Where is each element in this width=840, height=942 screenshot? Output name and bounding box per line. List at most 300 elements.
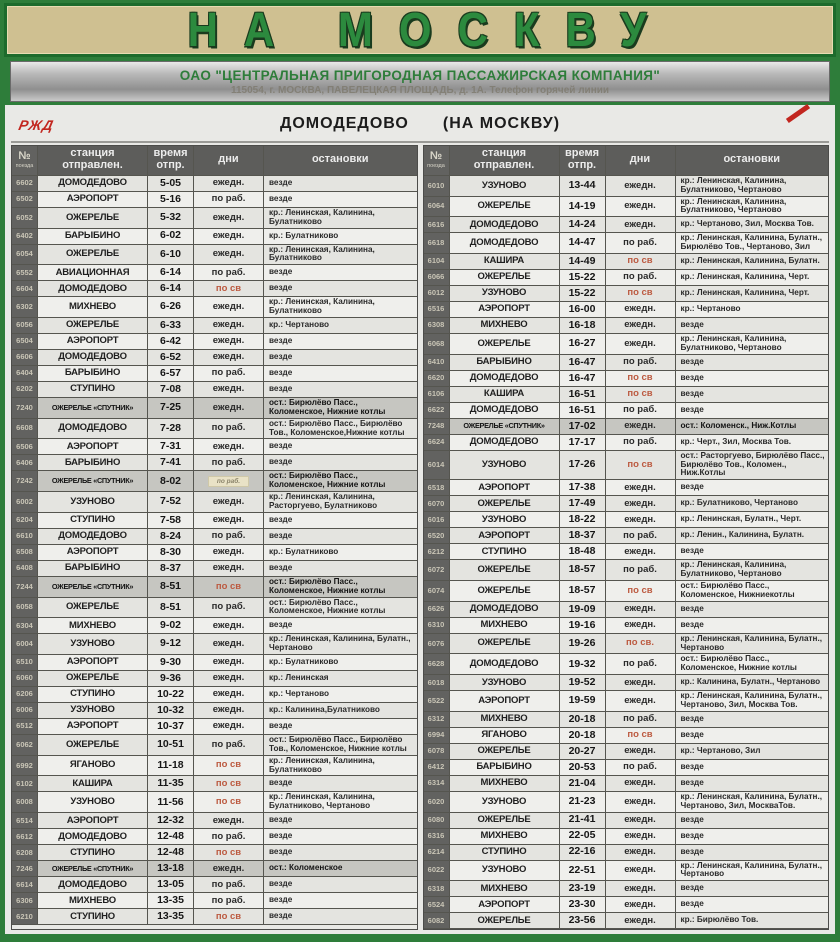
train-number: 6002 bbox=[12, 492, 38, 512]
running-days: ежедн. bbox=[606, 334, 676, 354]
departure-time: 11-18 bbox=[148, 756, 194, 776]
train-number: 6010 bbox=[424, 176, 450, 196]
departure-station: СТУПИНО bbox=[450, 845, 560, 860]
departure-station: БАРЫБИНО bbox=[450, 355, 560, 370]
train-number: 6060 bbox=[12, 671, 38, 686]
departure-time: 20-18 bbox=[560, 728, 606, 743]
departure-time: 18-37 bbox=[560, 528, 606, 543]
departure-station: ОЖЕРЕЛЬЕ «СПУТНИК» bbox=[450, 419, 560, 434]
table-row bbox=[424, 618, 829, 634]
running-days: по раб. bbox=[606, 528, 676, 543]
running-days: по св bbox=[194, 776, 264, 791]
stops: везде bbox=[680, 603, 704, 613]
departure-time: 9-30 bbox=[148, 655, 194, 670]
departure-time: 21-04 bbox=[560, 776, 606, 791]
departure-time: 7-52 bbox=[148, 492, 194, 512]
stops: везде bbox=[680, 713, 704, 723]
table-row bbox=[424, 197, 829, 218]
train-number: 6502 bbox=[12, 192, 38, 207]
table-row bbox=[12, 545, 417, 561]
stops: везде bbox=[269, 441, 293, 451]
stops: везде bbox=[680, 814, 704, 824]
train-number: 6102 bbox=[12, 776, 38, 791]
stops: ост.: Бирюлёво Пасс., Коломенское, Нижние котлы bbox=[680, 654, 797, 673]
departure-station: МИХНЕВО bbox=[450, 829, 560, 844]
stops: кр.: Ленин., Калинина, Булатн. bbox=[680, 530, 805, 540]
departure-station: ДОМОДЕДОВО bbox=[38, 419, 148, 439]
table-row bbox=[12, 813, 417, 829]
departure-station: АЭРОПОРТ bbox=[38, 439, 148, 454]
stops: везде bbox=[269, 352, 293, 362]
departure-station: СТУПИНО bbox=[38, 382, 148, 397]
departure-time: 5-32 bbox=[148, 208, 194, 228]
stops: кр.: Ленинская, Калинина, Булатн., Чертаново bbox=[680, 633, 823, 652]
running-days: по св bbox=[194, 577, 264, 597]
train-number: 6524 bbox=[424, 897, 450, 912]
running-days: ежедн. bbox=[606, 897, 676, 912]
train-number: 6308 bbox=[424, 318, 450, 333]
departure-station: МИХНЕВО bbox=[450, 776, 560, 791]
departure-station: УЗУНОВО bbox=[450, 861, 560, 881]
departure-time: 20-18 bbox=[560, 712, 606, 727]
table-row bbox=[12, 776, 417, 792]
table-row bbox=[12, 439, 417, 455]
departure-time: 6-52 bbox=[148, 350, 194, 365]
stops: кр.: Ленинская, Калинина, Булатн. bbox=[680, 256, 820, 266]
stops: везде bbox=[680, 546, 704, 556]
running-days: по св bbox=[606, 728, 676, 743]
departure-station: ОЖЕРЕЛЬЕ bbox=[450, 270, 560, 285]
running-days: по св bbox=[194, 756, 264, 776]
stops: кр.: Ленинская, Калинина, Расторгуево, Булатниково bbox=[269, 492, 378, 510]
departure-station: СТУПИНО bbox=[450, 544, 560, 559]
departure-station: АЭРОПОРТ bbox=[38, 545, 148, 560]
running-days: ежедн. bbox=[194, 398, 264, 418]
departure-time: 9-02 bbox=[148, 618, 194, 633]
table-row bbox=[12, 671, 417, 687]
stops: кр.: Ленинская, Калинина, Булатниково bbox=[269, 297, 375, 316]
departure-time: 21-23 bbox=[560, 792, 606, 812]
table-row bbox=[424, 602, 829, 618]
direction-title: НА МОСКВУ bbox=[187, 2, 673, 57]
table-row bbox=[424, 528, 829, 544]
departure-station: КАШИРА bbox=[450, 254, 560, 269]
stops: ост.: Бирюлёво Пасс., Бирюлёво Тов., Коломенское, Нижние котлы bbox=[269, 734, 407, 753]
table-row bbox=[12, 350, 417, 366]
train-number: 6628 bbox=[424, 654, 450, 674]
running-days: по св bbox=[194, 281, 264, 296]
table-row bbox=[424, 480, 829, 496]
running-days: по раб. bbox=[194, 735, 264, 755]
timetable-sheet bbox=[5, 105, 835, 934]
train-number: 6624 bbox=[424, 435, 450, 450]
table-row bbox=[12, 634, 417, 655]
running-days: ежедн. bbox=[194, 245, 264, 265]
running-days: ежедн. bbox=[606, 512, 676, 527]
stops: кр.: Ленинская bbox=[269, 673, 329, 683]
running-days: ежедн. bbox=[194, 318, 264, 333]
running-days: ежедн. bbox=[606, 861, 676, 881]
departure-time: 18-57 bbox=[560, 581, 606, 601]
departure-station: БАРЫБИНО bbox=[38, 561, 148, 576]
running-days: по св bbox=[606, 387, 676, 402]
departure-time: 7-58 bbox=[148, 513, 194, 528]
departure-time: 6-42 bbox=[148, 334, 194, 349]
running-days: ежедн. bbox=[194, 492, 264, 512]
departure-station: УЗУНОВО bbox=[38, 792, 148, 812]
departure-station: ОЖЕРЕЛЬЕ «СПУТНИК» bbox=[38, 861, 148, 876]
departure-station: АЭРОПОРТ bbox=[450, 302, 560, 317]
departure-station: УЗУНОВО bbox=[450, 675, 560, 690]
table-row bbox=[424, 302, 829, 318]
stops: кр.: Ленинская, Калинина, Булатниково bbox=[269, 244, 375, 263]
header-stops: остановки bbox=[723, 153, 781, 166]
running-days: ежедн. bbox=[194, 671, 264, 686]
departure-station: ДОМОДЕДОВО bbox=[38, 829, 148, 844]
train-number: 6208 bbox=[12, 845, 38, 860]
table-row bbox=[12, 366, 417, 382]
table-row bbox=[424, 712, 829, 728]
train-number: 7246 bbox=[12, 861, 38, 876]
departure-time: 19-59 bbox=[560, 691, 606, 711]
table-row bbox=[12, 893, 417, 909]
running-days: ежедн. bbox=[194, 334, 264, 349]
running-days: по раб. bbox=[194, 598, 264, 618]
departure-time: 17-02 bbox=[560, 419, 606, 434]
stops: кр.: Ленинская, Калинина, Черт. bbox=[680, 288, 810, 298]
header-station: станция отправлен. bbox=[450, 146, 560, 175]
departure-station: УЗУНОВО bbox=[450, 286, 560, 301]
stops: везде bbox=[269, 831, 293, 841]
train-number: 6056 bbox=[12, 318, 38, 333]
train-number: 6204 bbox=[12, 513, 38, 528]
running-days: по раб. bbox=[606, 233, 676, 253]
stops: кр.: Ленинская, Калинина, Булатниково, Чертаново bbox=[269, 792, 375, 811]
train-number: 6316 bbox=[424, 829, 450, 844]
train-number: 6404 bbox=[12, 366, 38, 381]
table-row bbox=[12, 334, 417, 350]
departure-time: 8-37 bbox=[148, 561, 194, 576]
departure-station: ДОМОДЕДОВО bbox=[450, 233, 560, 253]
title-direction: (НА МОСКВУ) bbox=[442, 114, 561, 132]
table-row bbox=[12, 909, 417, 925]
train-number: 6612 bbox=[12, 829, 38, 844]
train-number: 6406 bbox=[12, 455, 38, 470]
departure-station: МИХНЕВО bbox=[38, 618, 148, 633]
stops: везде bbox=[680, 388, 704, 398]
departure-time: 23-56 bbox=[560, 913, 606, 928]
departure-time: 6-57 bbox=[148, 366, 194, 381]
running-days: ежедн. bbox=[606, 845, 676, 860]
table-row bbox=[424, 176, 829, 197]
running-days: ежедн. bbox=[606, 602, 676, 617]
departure-station: ОЖЕРЕЛЬЕ «СПУТНИК» bbox=[38, 577, 148, 597]
departure-time: 12-32 bbox=[148, 813, 194, 828]
running-days: ежедн. bbox=[606, 813, 676, 828]
departure-time: 6-14 bbox=[148, 265, 194, 280]
departure-station: СТУПИНО bbox=[38, 687, 148, 702]
departure-station: БАРЫБИНО bbox=[450, 760, 560, 775]
stops: везде bbox=[269, 778, 293, 788]
stops: кр.: Черт., Зил, Москва Тов. bbox=[680, 436, 792, 446]
table-row bbox=[12, 877, 417, 893]
departure-time: 5-05 bbox=[148, 176, 194, 191]
train-number: 6602 bbox=[12, 176, 38, 191]
train-number: 6070 bbox=[424, 496, 450, 511]
table-row bbox=[12, 845, 417, 861]
table-row bbox=[424, 496, 829, 512]
departure-station: МИХНЕВО bbox=[38, 297, 148, 317]
running-days: ежедн. bbox=[606, 176, 676, 196]
train-number: 6620 bbox=[424, 371, 450, 386]
running-days: по св bbox=[194, 792, 264, 812]
running-days: по св. bbox=[606, 634, 676, 654]
table-row bbox=[12, 703, 417, 719]
departure-station: АЭРОПОРТ bbox=[450, 528, 560, 543]
train-number: 6408 bbox=[12, 561, 38, 576]
running-days: ежедн. bbox=[194, 350, 264, 365]
table-row bbox=[424, 233, 829, 254]
departure-station: СТУПИНО bbox=[38, 845, 148, 860]
stops: везде bbox=[680, 356, 704, 366]
running-days: ежедн. bbox=[194, 813, 264, 828]
stops: кр.: Ленинская, Калинина, Булатн., Бирюлёво Тов., Чертаново, Зил bbox=[680, 233, 823, 252]
table-row bbox=[424, 286, 829, 302]
train-number: 6310 bbox=[424, 618, 450, 633]
departure-station: АЭРОПОРТ bbox=[38, 192, 148, 207]
running-days: ежедн. bbox=[606, 744, 676, 759]
stops: ост.: Бирюлёво Пасс., Коломенское, Нижние котлы bbox=[269, 471, 386, 490]
table-row bbox=[12, 265, 417, 281]
table-row bbox=[12, 455, 417, 471]
train-number: 6020 bbox=[424, 792, 450, 812]
train-number: 7240 bbox=[12, 398, 38, 418]
departure-time: 9-12 bbox=[148, 634, 194, 654]
stops: ост.: Бирюлёво Пасс., Коломенское, Нижние котлы bbox=[269, 397, 386, 416]
table-row bbox=[12, 513, 417, 529]
table-row bbox=[12, 297, 417, 318]
stops: везде bbox=[269, 721, 293, 731]
train-number: 6520 bbox=[424, 528, 450, 543]
table-row bbox=[12, 618, 417, 634]
departure-station: ДОМОДЕДОВО bbox=[450, 403, 560, 418]
table-row bbox=[424, 913, 829, 929]
departure-time: 19-32 bbox=[560, 654, 606, 674]
train-number: 6402 bbox=[12, 229, 38, 244]
departure-time: 18-22 bbox=[560, 512, 606, 527]
running-days: по раб. bbox=[194, 419, 264, 439]
stops: везде bbox=[269, 847, 293, 857]
tables-container bbox=[11, 145, 829, 930]
running-days: ежедн. bbox=[194, 618, 264, 633]
table-row bbox=[424, 355, 829, 371]
departure-station: УЗУНОВО bbox=[38, 703, 148, 718]
stops: ост.: Коломенское bbox=[269, 863, 343, 873]
train-number: 6508 bbox=[12, 545, 38, 560]
departure-station: УЗУНОВО bbox=[38, 634, 148, 654]
running-days: по раб. bbox=[606, 355, 676, 370]
table-row bbox=[12, 318, 417, 334]
sheet-header bbox=[11, 109, 829, 141]
departure-time: 10-51 bbox=[148, 735, 194, 755]
train-number: 6052 bbox=[12, 208, 38, 228]
departure-time: 6-10 bbox=[148, 245, 194, 265]
stops: везде bbox=[269, 815, 293, 825]
stops: везде bbox=[269, 895, 293, 905]
departure-station: МИХНЕВО bbox=[450, 881, 560, 896]
running-days: ежедн. bbox=[194, 208, 264, 228]
stops: везде bbox=[269, 267, 293, 277]
stops: везде bbox=[680, 883, 704, 893]
departure-time: 9-36 bbox=[148, 671, 194, 686]
running-days: по раб. bbox=[194, 455, 264, 470]
departure-station: СТУПИНО bbox=[38, 513, 148, 528]
stops: кр.: Ленинская, Булатн., Черт. bbox=[680, 514, 802, 524]
departure-station: УЗУНОВО bbox=[450, 792, 560, 812]
table-row bbox=[424, 270, 829, 286]
table-row bbox=[424, 334, 829, 355]
header-days: дни bbox=[194, 146, 264, 175]
stops: везде bbox=[680, 482, 704, 492]
train-number: 6206 bbox=[12, 687, 38, 702]
running-days: ежедн. bbox=[194, 439, 264, 454]
departure-time: 22-05 bbox=[560, 829, 606, 844]
running-days: ежедн. bbox=[606, 544, 676, 559]
stops: везде bbox=[269, 879, 293, 889]
running-days: ежедн. bbox=[194, 719, 264, 734]
running-days: ежедн. bbox=[194, 382, 264, 397]
train-number: 6518 bbox=[424, 480, 450, 495]
running-days: ежедн. bbox=[606, 480, 676, 495]
running-days: по раб. bbox=[194, 829, 264, 844]
stops: кр.: Чертаново bbox=[680, 304, 741, 314]
departure-time: 19-16 bbox=[560, 618, 606, 633]
running-days: по раб. bbox=[606, 560, 676, 580]
table-row bbox=[424, 403, 829, 419]
running-days: по раб. bbox=[194, 192, 264, 207]
bottom-green-strip bbox=[0, 934, 840, 942]
table-row bbox=[424, 897, 829, 913]
stops: кр.: Ленинская, Калинина, Булатниково, Чертаново bbox=[680, 175, 787, 194]
departure-station: СТУПИНО bbox=[38, 909, 148, 924]
departure-time: 20-53 bbox=[560, 760, 606, 775]
stops: кр.: Булатниково, Чертаново bbox=[680, 498, 798, 508]
departure-station: УЗУНОВО bbox=[450, 512, 560, 527]
stops: кр.: Чертаново, Зил bbox=[680, 745, 761, 755]
departure-time: 17-17 bbox=[560, 435, 606, 450]
header-time: время отпр. bbox=[148, 146, 194, 175]
departure-station: ОЖЕРЕЛЬЕ bbox=[38, 318, 148, 333]
departure-station: АЭРОПОРТ bbox=[450, 897, 560, 912]
departure-station: ОЖЕРЕЛЬЕ bbox=[450, 813, 560, 828]
departure-station: БАРЫБИНО bbox=[38, 229, 148, 244]
departure-time: 13-05 bbox=[148, 877, 194, 892]
departure-time: 8-24 bbox=[148, 529, 194, 544]
train-number: 6504 bbox=[12, 334, 38, 349]
train-number: 6082 bbox=[424, 913, 450, 928]
direction-banner bbox=[4, 3, 836, 57]
departure-station: АВИАЦИОННАЯ bbox=[38, 265, 148, 280]
table-row bbox=[424, 760, 829, 776]
train-number: 6410 bbox=[424, 355, 450, 370]
running-days: по св bbox=[194, 845, 264, 860]
departure-time: 19-52 bbox=[560, 675, 606, 690]
departure-time: 12-48 bbox=[148, 829, 194, 844]
departure-station: ОЖЕРЕЛЬЕ bbox=[450, 744, 560, 759]
departure-time: 12-48 bbox=[148, 845, 194, 860]
train-number: 6516 bbox=[424, 302, 450, 317]
stops: ост.: Бирюлёво Пасс., Бирюлёво Тов., Коломенское,Нижние котлы bbox=[269, 418, 405, 437]
train-number: 7248 bbox=[424, 419, 450, 434]
train-number: 6064 bbox=[424, 197, 450, 217]
train-number: 6068 bbox=[424, 334, 450, 354]
stops: везде bbox=[269, 457, 293, 467]
train-number: 6304 bbox=[12, 618, 38, 633]
departure-station: МИХНЕВО bbox=[38, 893, 148, 908]
departure-station: ОЖЕРЕЛЬЕ bbox=[450, 334, 560, 354]
stops: кр.: Булатниково bbox=[269, 657, 339, 667]
departure-time: 10-32 bbox=[148, 703, 194, 718]
train-number: 6622 bbox=[424, 403, 450, 418]
departure-time: 6-02 bbox=[148, 229, 194, 244]
running-days: по св bbox=[606, 371, 676, 386]
train-number: 6066 bbox=[424, 270, 450, 285]
departure-time: 14-47 bbox=[560, 233, 606, 253]
table-row bbox=[12, 735, 417, 756]
train-number: 6210 bbox=[12, 909, 38, 924]
departure-station: БАРЫБИНО bbox=[38, 366, 148, 381]
running-days: ежедн. bbox=[606, 792, 676, 812]
train-number: 6514 bbox=[12, 813, 38, 828]
departure-time: 23-30 bbox=[560, 897, 606, 912]
stops: везде bbox=[680, 619, 704, 629]
table-row bbox=[424, 560, 829, 581]
running-days: ежедн. bbox=[606, 419, 676, 434]
train-number: 6618 bbox=[424, 233, 450, 253]
train-number: 6614 bbox=[12, 877, 38, 892]
header-time: время отпр. bbox=[560, 146, 606, 175]
stops: везде bbox=[269, 911, 293, 921]
table-row bbox=[424, 675, 829, 691]
departure-station: ДОМОДЕДОВО bbox=[38, 529, 148, 544]
stops: везде bbox=[269, 283, 293, 293]
departure-time: 16-47 bbox=[560, 371, 606, 386]
train-number: 6610 bbox=[12, 529, 38, 544]
table-row bbox=[12, 492, 417, 513]
train-number: 6604 bbox=[12, 281, 38, 296]
running-days: ежедн. bbox=[606, 496, 676, 511]
departure-time: 14-49 bbox=[560, 254, 606, 269]
running-days: ежедн. bbox=[606, 691, 676, 711]
train-number: 7242 bbox=[12, 471, 38, 491]
departure-station: ОЖЕРЕЛЬЕ bbox=[38, 671, 148, 686]
stops: кр.: Чертаново bbox=[269, 689, 330, 699]
train-number: 6994 bbox=[424, 728, 450, 743]
table-row bbox=[424, 776, 829, 792]
train-number: 6626 bbox=[424, 602, 450, 617]
stops: кр.: Ленинская, Калинина, Булатниково, Чертаново bbox=[680, 560, 787, 579]
stops: кр.: Ленинская, Калинина, Булатниково bbox=[269, 207, 375, 226]
departure-station: ОЖЕРЕЛЬЕ bbox=[450, 634, 560, 654]
train-number: 6214 bbox=[424, 845, 450, 860]
departure-station: ДОМОДЕДОВО bbox=[38, 877, 148, 892]
stops: везде bbox=[680, 729, 704, 739]
departure-time: 8-51 bbox=[148, 598, 194, 618]
running-days: ежедн. bbox=[194, 561, 264, 576]
running-days: ежедн. bbox=[606, 217, 676, 232]
running-days: ежедн. bbox=[606, 776, 676, 791]
departure-station: ОЖЕРЕЛЬЕ bbox=[38, 208, 148, 228]
